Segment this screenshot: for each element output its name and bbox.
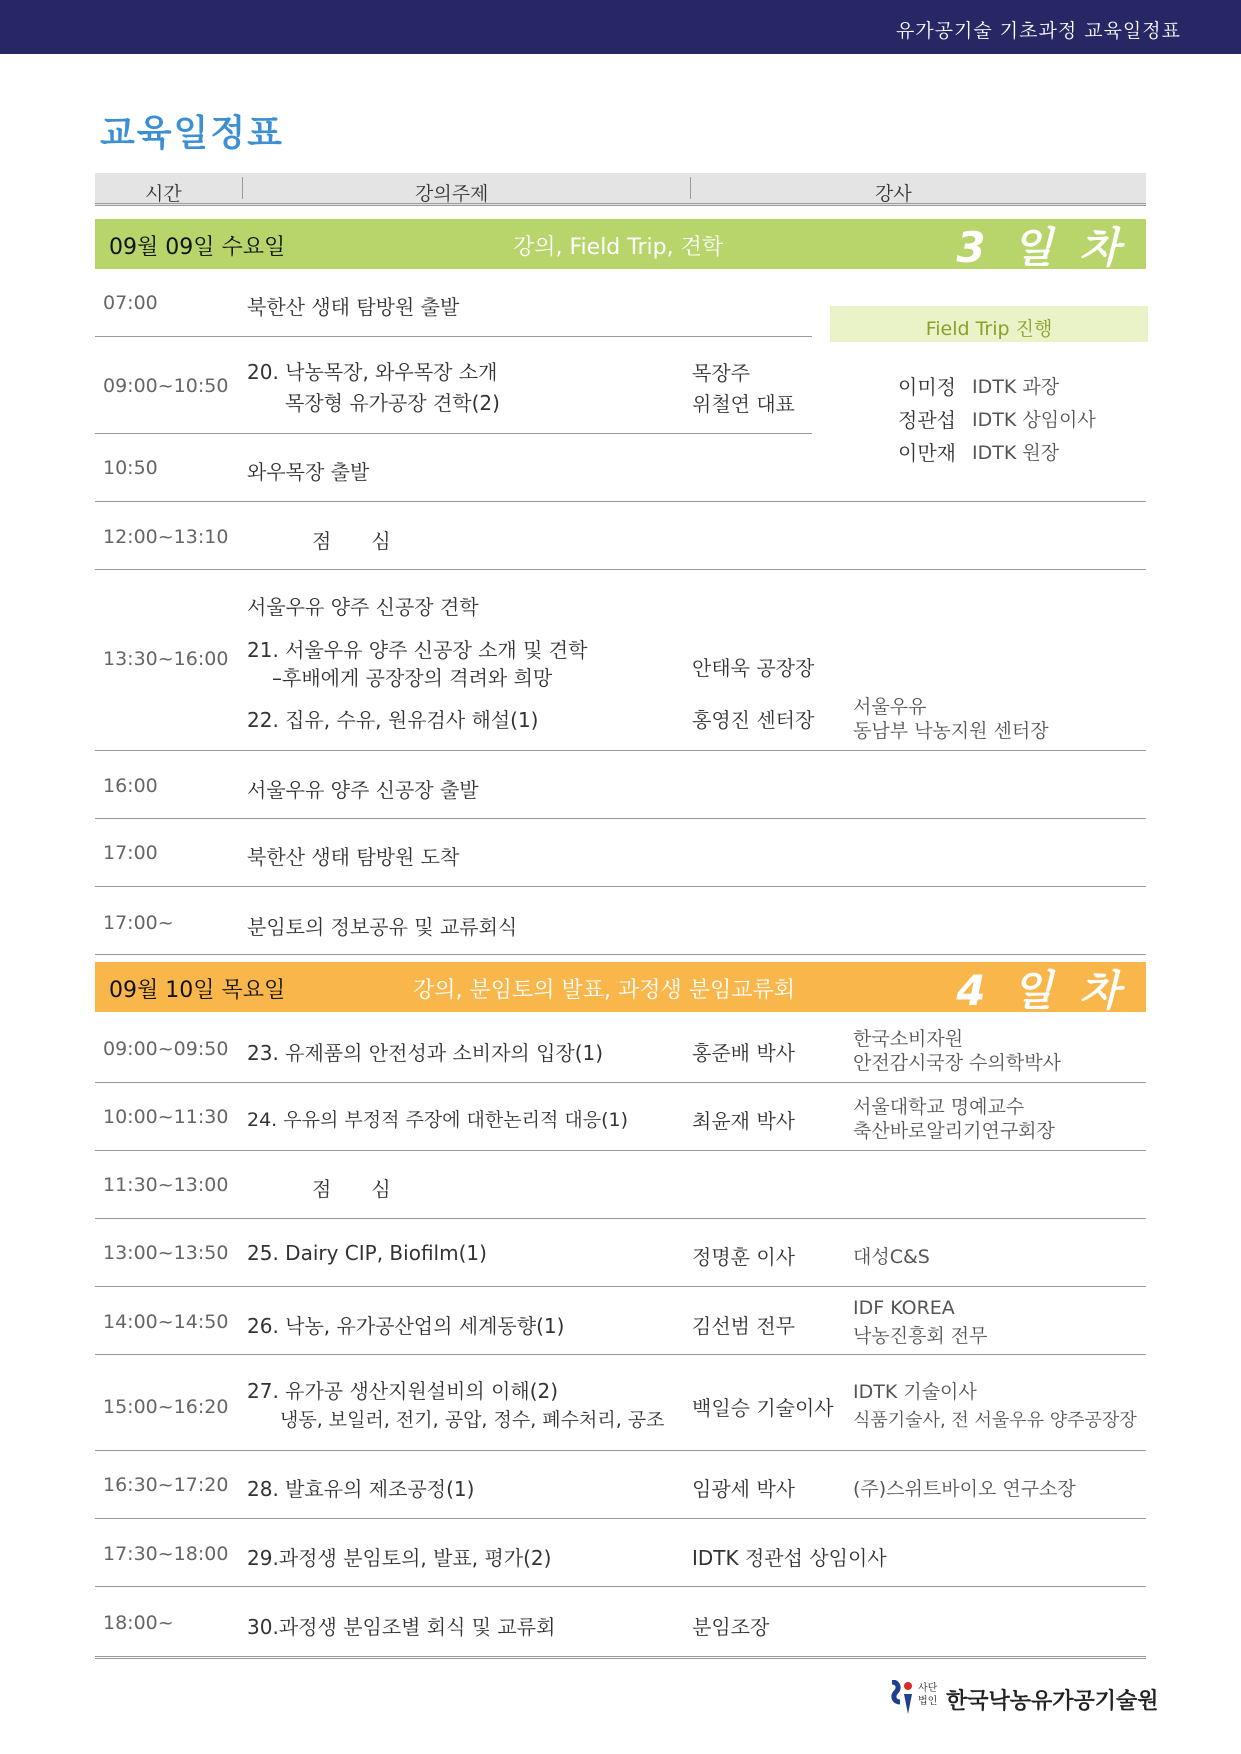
day4-row4-org: 대성C&S [853, 1246, 930, 1268]
field-trip-staff-name: 이미정 [898, 375, 956, 399]
row-divider [95, 1082, 1146, 1083]
day4-row5-org: 낙농진흥회 전무 [853, 1325, 988, 1347]
day3-row2-instructor: 목장주 [692, 361, 750, 385]
day3-row2-topic: 20. 낙농목장, 와우목장 소개 [247, 360, 498, 384]
page-title: 교육일정표 [100, 113, 284, 154]
day3-row1-topic: 북한산 생태 탐방원 출발 [247, 295, 460, 319]
org-name: 한국낙농유가공기술원 [946, 1689, 1159, 1714]
day4-row2-topic: 24. 우유의 부정적 주장에 대한논리적 대응(1) [247, 1109, 628, 1131]
day4-row3-time: 11:30~13:00 [103, 1174, 229, 1196]
day3-row7-topic: 북한산 생태 탐방원 도착 [247, 845, 460, 869]
day4-row4-topic: 25. Dairy CIP, Biofilm(1) [247, 1241, 487, 1265]
field-trip-staff-name: 정관섭 [898, 408, 956, 432]
row-divider [95, 954, 1146, 955]
day4-row3-topic: 점 심 [312, 1177, 391, 1201]
day4-row2-org: 축산바로알리기연구회장 [853, 1120, 1055, 1142]
logo-mark-icon [888, 1680, 916, 1716]
row-divider [95, 501, 1146, 502]
day3-band [95, 219, 1146, 272]
day4-row8-time: 17:30~18:00 [103, 1543, 229, 1565]
day4-row7-org: (주)스위트바이오 연구소장 [853, 1478, 1076, 1500]
day3-row5-topic: 서울우유 양주 신공장 견학 [247, 595, 479, 619]
field-trip-staff-role: IDTK 원장 [972, 442, 1060, 464]
day4-row8-topic: 29.과정생 분임토의, 발표, 평가(2) [247, 1546, 552, 1570]
column-topic: 강의주제 [415, 183, 489, 205]
day4-row9-instructor: 분임조장 [692, 1615, 770, 1639]
day4-row6-topic: 27. 유가공 생산지원설비의 이해(2) [247, 1379, 559, 1403]
day3-row5-instructor: 안태욱 공장장 [692, 656, 815, 680]
day4-row5-instructor: 김선범 전무 [692, 1314, 795, 1338]
footer-divider [95, 1656, 1146, 1659]
day4-row5-org: IDF KOREA [853, 1297, 955, 1319]
day4-row6-time: 15:00~16:20 [103, 1396, 229, 1418]
day3-row5-org: 서울우유 [853, 696, 927, 718]
row-divider [95, 1518, 1146, 1519]
column-divider [690, 177, 691, 199]
document-header-title: 유가공기술 기초과정 교육일정표 [895, 20, 1181, 42]
day3-row5-topic: 21. 서울우유 양주 신공장 소개 및 견학 [247, 638, 588, 662]
day3-row1-time: 07:00 [103, 292, 158, 314]
row-divider [95, 1354, 1146, 1355]
day4-topic: 강의, 분임토의 발표, 과정생 분임교류회 [413, 978, 795, 1003]
row-divider [95, 818, 1146, 819]
day3-row5-topic: 22. 집유, 수유, 원유검사 해설(1) [247, 708, 539, 732]
day3-badge: 3 일 차 [956, 223, 1126, 272]
day4-row9-topic: 30.과정생 분임조별 회식 및 교류회 [247, 1615, 556, 1639]
day4-row7-instructor: 임광세 박사 [692, 1477, 795, 1501]
day3-row8-topic: 분임토의 정보공유 및 교류회식 [247, 915, 518, 939]
day3-date: 09월 09일 수요일 [109, 235, 286, 260]
row-divider [95, 1586, 1146, 1587]
day3-row5-topic-sub: –후배에게 공장장의 격려와 희망 [272, 666, 553, 690]
day3-row6-topic: 서울우유 양주 신공장 출발 [247, 778, 479, 802]
day4-row2-org: 서울대학교 명예교수 [853, 1096, 1025, 1118]
row-divider [95, 1218, 1146, 1219]
row-divider [95, 750, 1146, 751]
field-trip-staff-role: IDTK 상임이사 [972, 409, 1096, 431]
row-divider [95, 1150, 1146, 1151]
day3-row8-time: 17:00~ [103, 912, 174, 934]
day4-row4-instructor: 정명훈 이사 [692, 1245, 795, 1269]
row-divider [95, 1286, 1146, 1287]
row-divider [95, 336, 812, 337]
top-bar [0, 0, 1241, 54]
day4-row1-topic: 23. 유제품의 안전성과 소비자의 입장(1) [247, 1041, 604, 1065]
day4-row2-instructor: 최윤재 박사 [692, 1109, 795, 1133]
day4-row1-instructor: 홍준배 박사 [692, 1041, 795, 1065]
day3-row5-org: 동남부 낙농지원 센터장 [853, 720, 1049, 742]
day4-row7-topic: 28. 발효유의 제조공정(1) [247, 1477, 475, 1501]
day4-band [95, 962, 1146, 1015]
day4-date: 09월 10일 목요일 [109, 978, 286, 1003]
day4-row6-org: 식품기술사, 전 서울우유 양주공장장 [853, 1410, 1137, 1431]
day4-row6-org: IDTK 기술이사 [853, 1381, 977, 1403]
day3-row5-time: 13:30~16:00 [103, 648, 229, 670]
column-time: 시간 [145, 183, 182, 205]
day4-row6-instructor: 백일승 기술이사 [692, 1396, 834, 1420]
day3-row4-topic: 점 심 [312, 529, 391, 553]
day4-row5-topic: 26. 낙농, 유가공산업의 세계동향(1) [247, 1314, 565, 1338]
day4-row6-topic-sub: 냉동, 보일러, 전기, 공압, 정수, 폐수처리, 공조 [280, 1409, 665, 1431]
field-trip-box [830, 306, 1148, 342]
organization-logo [888, 1680, 1159, 1716]
field-trip-staff-name: 이만재 [898, 441, 956, 465]
day4-row1-time: 09:00~09:50 [103, 1038, 229, 1060]
column-instructor: 강사 [875, 183, 912, 205]
day3-row3-time: 10:50 [103, 457, 158, 479]
day4-row7-time: 16:30~17:20 [103, 1474, 229, 1496]
column-divider [242, 177, 243, 199]
field-trip-staff-role: IDTK 과장 [972, 376, 1060, 398]
row-divider [95, 569, 1146, 570]
day3-row2-topic-sub: 목장형 유가공장 견학(2) [285, 391, 500, 415]
row-divider [95, 886, 1146, 887]
day3-topic: 강의, Field Trip, 견학 [513, 235, 724, 260]
day4-row9-time: 18:00~ [103, 1612, 174, 1634]
day4-badge: 4 일 차 [956, 966, 1126, 1015]
day3-row3-topic: 와우목장 출발 [247, 460, 370, 484]
day3-row6-time: 16:00 [103, 775, 158, 797]
day3-row7-time: 17:00 [103, 842, 158, 864]
day4-row1-org: 한국소비자원 [853, 1028, 964, 1050]
column-header [95, 173, 1146, 206]
org-type-label: 사단 법인 [918, 1683, 938, 1707]
day4-row1-org: 안전감시국장 수의학박사 [853, 1052, 1061, 1074]
day4-row8-instructor: IDTK 정관섭 상임이사 [692, 1546, 887, 1570]
row-divider [95, 1450, 1146, 1451]
day3-row2-time: 09:00~10:50 [103, 375, 229, 397]
day4-row2-time: 10:00~11:30 [103, 1106, 229, 1128]
row-divider [95, 433, 812, 434]
day3-row2-instructor: 위철연 대표 [692, 392, 795, 416]
day4-row5-time: 14:00~14:50 [103, 1311, 229, 1333]
day3-row5-instructor: 홍영진 센터장 [692, 708, 815, 732]
field-trip-label: Field Trip 진행 [925, 318, 1053, 340]
day4-row4-time: 13:00~13:50 [103, 1242, 229, 1264]
day3-row4-time: 12:00~13:10 [103, 526, 229, 548]
